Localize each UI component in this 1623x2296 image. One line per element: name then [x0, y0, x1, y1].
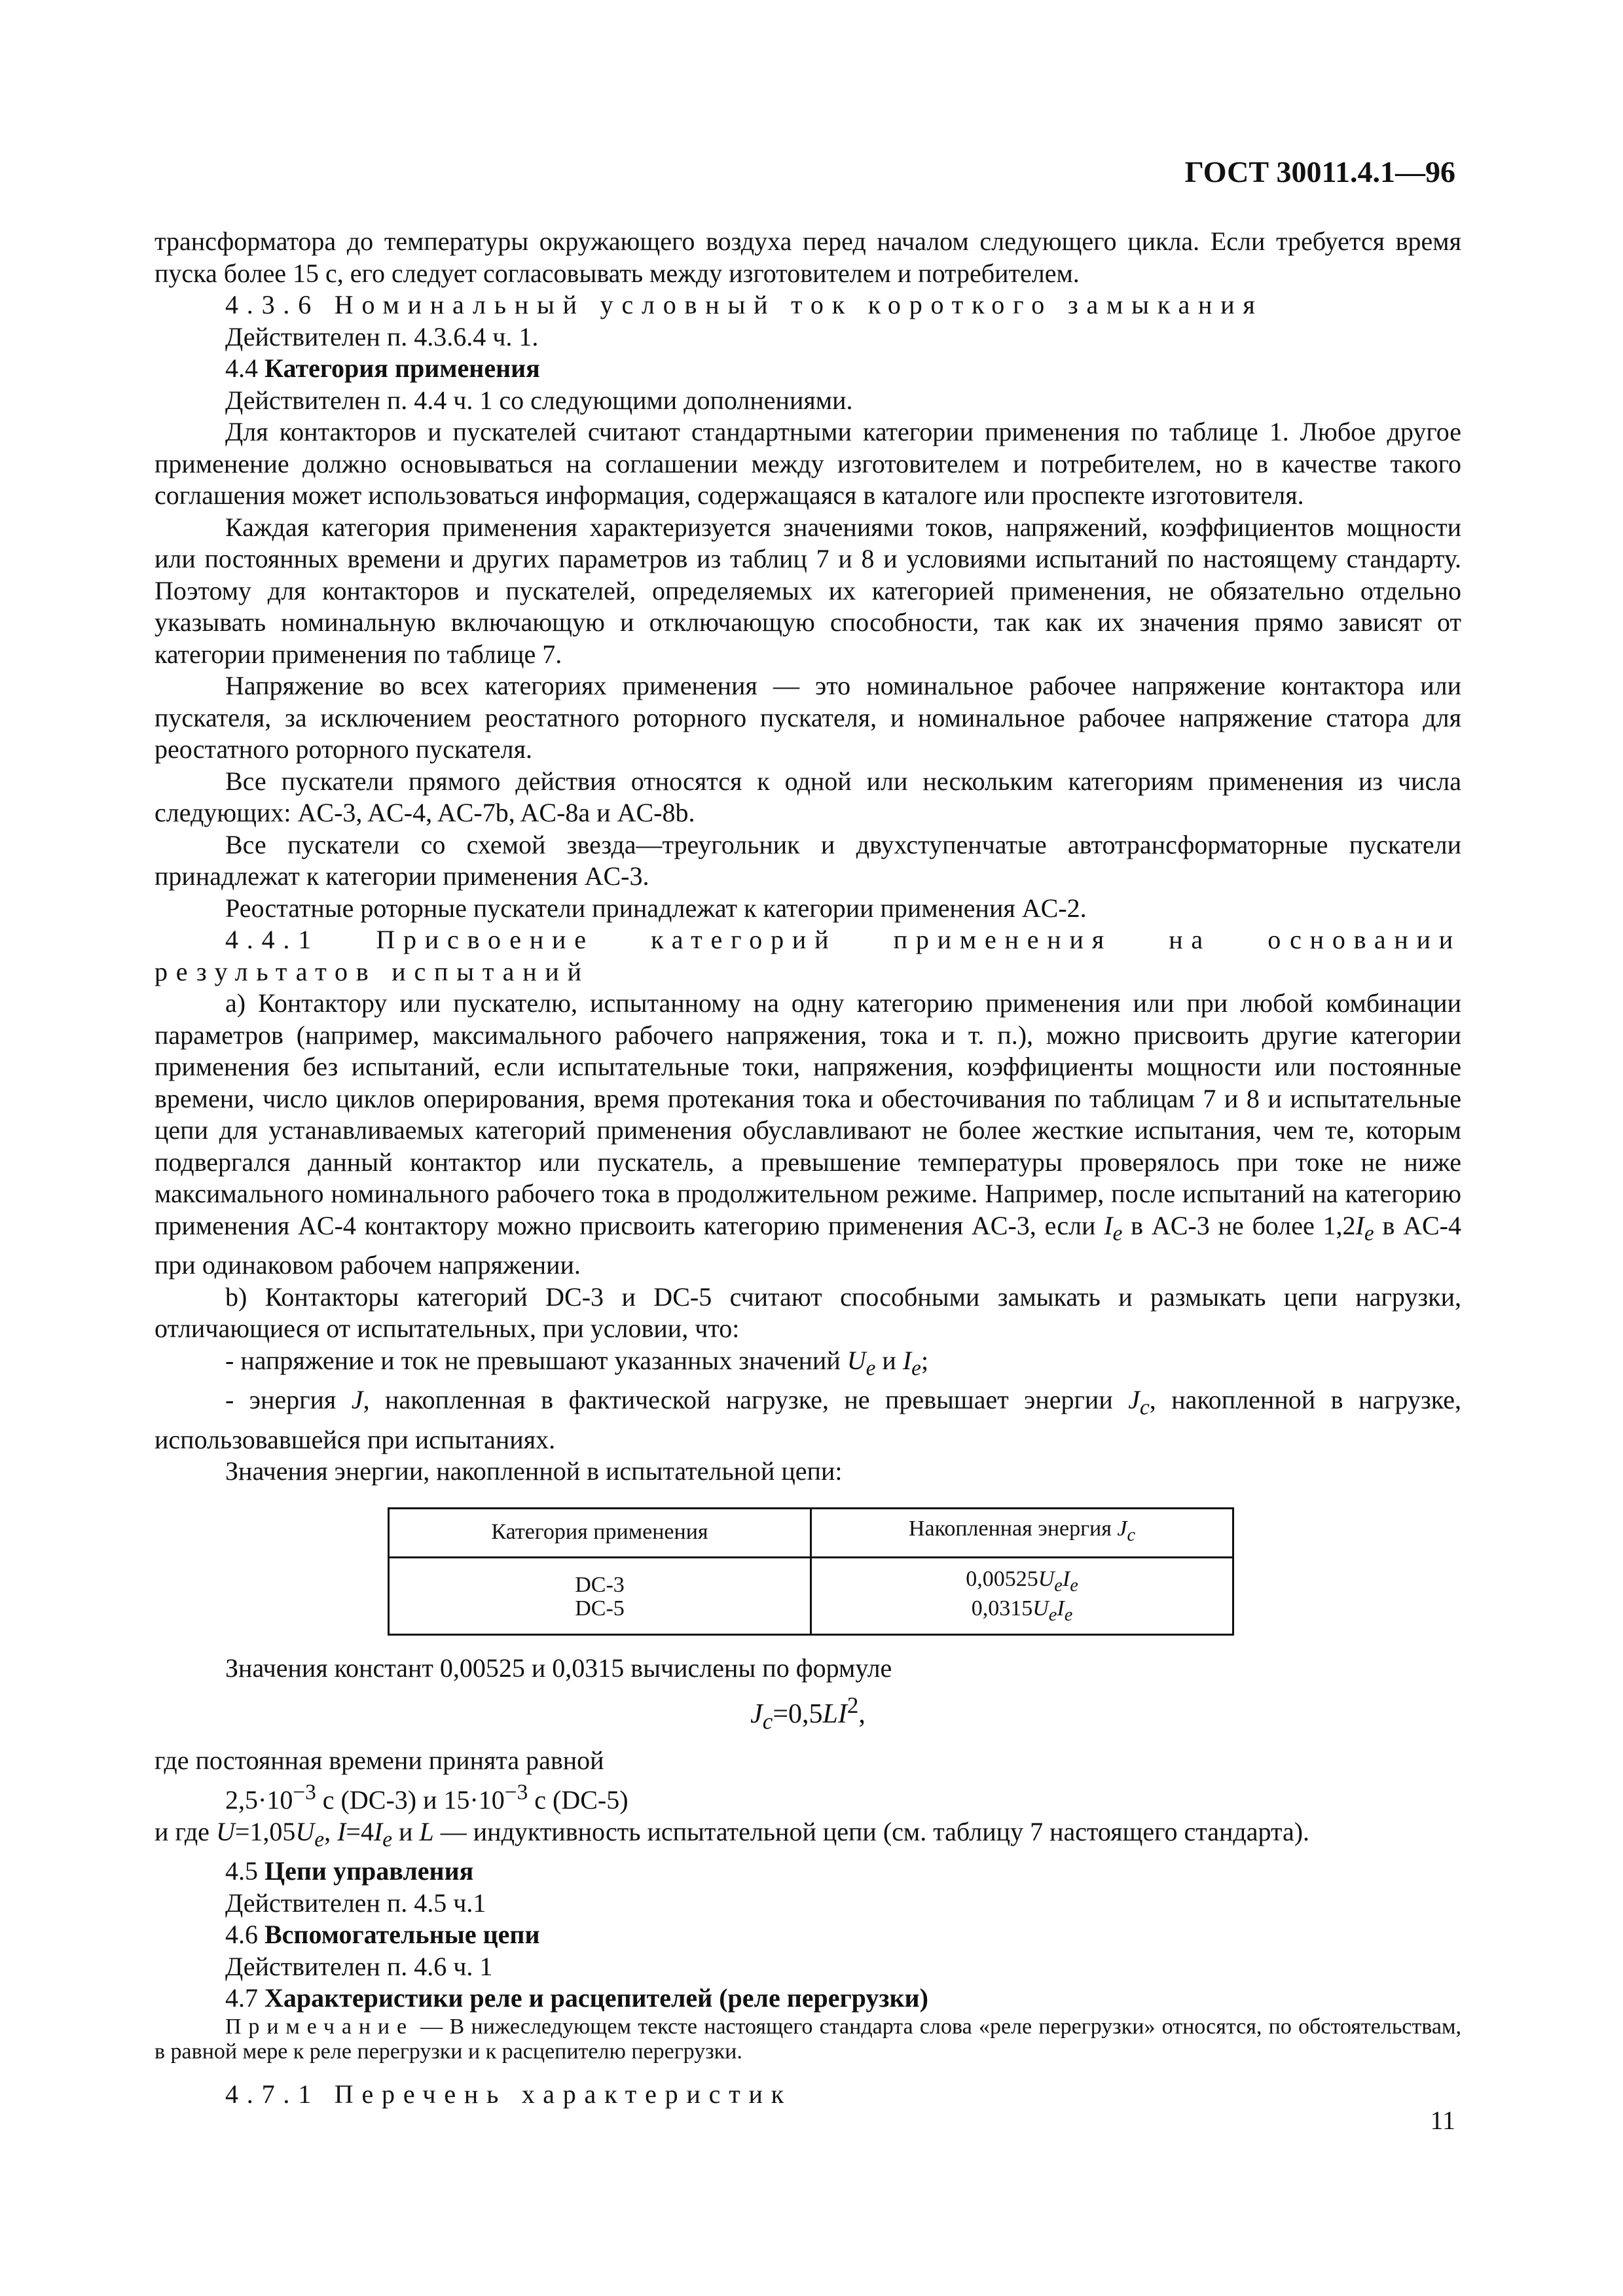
page-number: 11 [1430, 2106, 1455, 2135]
section-heading-4-7: 4.7 Характеристики реле и расцепителей (реле перегрузки) [225, 1983, 928, 2013]
section-heading-4-6: 4.6 Вспомогательные цепи [225, 1920, 540, 1950]
note: Примечание — В нижеследующем тексте настоящего стандарта слова «реле перегрузки» относятся, по обстоятельствам, в равной мере к реле перегрузки и к расцепителю перегрузки. [155, 2014, 1461, 2064]
list-item: - энергия J, накопленная в фактической нагрузке, не превышает энергии $J_c$, накопленной в нагрузке, использовавшейся при испытаниях. [155, 1385, 1461, 1454]
section-heading-4-4: 4.4 Категория применения [225, 353, 540, 383]
paragraph: трансформатора до температуры окружающего воздуха перед началом следующего цикла. Если требуется время пуска более 15 с, его следует согласовывать между изготовителем и потребителем. [155, 226, 1461, 288]
paragraph-item-b: b) Контакторы категорий DC-3 и DC-5 считают способными замыкать и размыкать цепи нагрузки, отличающиеся от испытательных, при условии, что: [155, 1282, 1461, 1343]
paragraph: Каждая категория применения характеризуется значениями токов, напряжений, коэффициентов мощности или постоянных времени и других параметров из таблиц 7 и 8 и условиями испытаний по настоящему стандарту. Поэтому для контакторов и пускателей, определяемых их категорией применения, не обязательно отдельно указывать номинальную включающую и отключающую способности, так как их значения прямо зависят от категории применения по таблице 7. [155, 512, 1461, 669]
paragraph: Действителен п. 4.3.6.4 ч. 1. [225, 321, 539, 351]
paragraph: Действителен п. 4.5 ч.1 [225, 1888, 486, 1918]
paragraph: Значения констант 0,00525 и 0,0315 вычислены по формуле [225, 1653, 892, 1683]
document-header: ГОСТ 30011.4.1—96 [1184, 155, 1455, 188]
paragraph: где постоянная времени принята равной [155, 1746, 604, 1776]
paragraph-item-a: а) Контактору или пускателю, испытанному на одну категорию применения или при любой комбинации параметров (например, максимального рабочего напряжения, тока и т. п.), можно присвоить другие категории применения без испытаний, если испытательные токи, напряжения, коэффициенты мощности или постоянные времени, число циклов оперирования, время протекания тока и обесточивания по таблицам 7 и 8 и испытательные цепи для устанавливаемых категорий применения обуславливают не более жесткие испытания, чем те, которым подвергался данный контактор или пускатель, а превышение температуры проверялось при токе не ниже максимального номинального рабочего тока в продолжительном режиме. Например, после испытаний на категорию применения AC-4 контактору можно присвоить категорию применения AC-3, если $I_e$ в AC-3 не более $1,2I_e$ в AC-4 при одинаковом рабочем напряжении. [155, 988, 1462, 1280]
paragraph: Действителен п. 4.4 ч. 1 со следующими дополнениями. [225, 385, 853, 415]
table-cell: $0,00525U_eI_e$ $0,0315U_eI_e$ [811, 1557, 1233, 1635]
paragraph: Реостатные роторные пускатели принадлежат к категории применения AC-2. [225, 893, 1087, 923]
table-header-row [389, 1508, 1233, 1557]
time-constants: $2,5\cdot 10^{-3}$ с (DC-3) и $15\cdot 10^{-3}$ с (DC-5) [225, 1780, 629, 1815]
section-heading-4-7-1: 4.7.1 Перечень характеристик [225, 2079, 792, 2109]
list-item: - напряжение и ток не превышают указанных значений $U_e$ и $I_e$; [225, 1345, 929, 1380]
body-text [155, 226, 1461, 2110]
energy-table [388, 1507, 1234, 1636]
paragraph: Действителен п. 4.6 ч. 1 [225, 1951, 493, 1981]
table-header-cell: Накопленная энергия $J_c$ [811, 1508, 1233, 1557]
paragraph: Для контакторов и пускателей считают стандартными категории применения по таблице 1. Любое другое применение должно основываться на соглашении между изготовителем и потребителем, но в качестве такого соглашения может использоваться информация, содержащаяся в каталоге или проспекте изготовителя. [155, 417, 1461, 510]
formula: $J_c=0,5LI^2$, [750, 1692, 866, 1734]
paragraph: и где $U=1,05U_e$, $I=4I_e$ и L — индуктивность испытательной цепи (см. таблицу 7 настоящего стандарта). [155, 1816, 1310, 1852]
table-row [389, 1557, 1233, 1635]
paragraph: Напряжение во всех категориях применения — это номинальное рабочее напряжение контактора или пускателя, за исключением реостатного роторного пускателя, и номинальное рабочее напряжение статора для реостатного роторного пускателя. [155, 671, 1461, 764]
section-heading-4-3-6: 4.3.6 Номинальный условный ток короткого замыкания [225, 290, 1264, 319]
section-heading-4-5: 4.5 Цепи управления [225, 1856, 474, 1886]
table-header-cell: Категория применения [389, 1508, 811, 1557]
paragraph: Все пускатели прямого действия относятся к одной или нескольким категориям применения из числа следующих: AC-3, AC-4, AC-7b, AC-8a и AC-8b. [155, 766, 1461, 827]
table-cell: DC-3 DC-5 [389, 1557, 811, 1635]
paragraph: Все пускатели со схемой звезда—треугольник и двухступенчатые автотрансформаторные пускатели принадлежат к категории применения AC-3. [155, 829, 1461, 891]
paragraph: Значения энергии, накопленной в испытательной цепи: [225, 1456, 843, 1486]
section-heading-4-4-1: 4.4.1 Присвоение категорий применения на основании результатов испытаний [155, 925, 1461, 986]
